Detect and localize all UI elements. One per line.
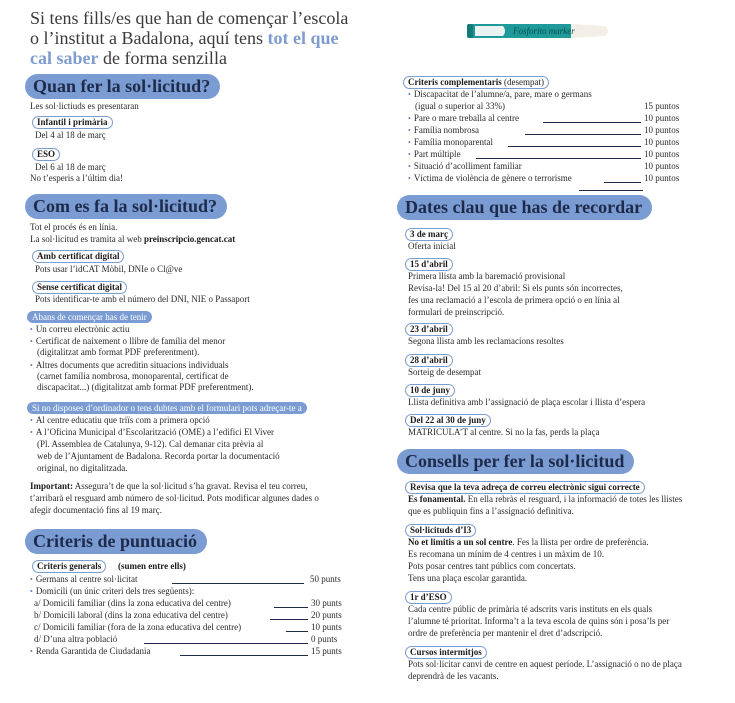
before-item-cont: (digitalitzat amb format PDF preferentment).: [37, 347, 200, 357]
intro-line-2: [30, 28, 370, 48]
date-text: formulari de preinscripció.: [408, 307, 505, 317]
pill-sense-certificat: Sense certificat digital: [32, 281, 127, 294]
intro-text: de forma senzilla: [98, 48, 227, 68]
criteria-row: [34, 634, 354, 645]
before-item-cont: (carnet família nombrosa, monoparental, certificat de: [37, 371, 229, 381]
complementary-label: • Situació d’acolliment familiar: [408, 161, 522, 172]
consell-text: Es recomana un mínim de 4 centres i un màxim de 10.: [408, 549, 604, 559]
pill-date: 15 d’abril: [405, 258, 453, 271]
criteria-row: [30, 586, 350, 597]
criteria-label: a/ Domicili familiar (dins la zona educativa del centre): [34, 598, 231, 608]
pill-complementaris: [403, 76, 549, 89]
intro-text: o l’institut a Badalona, aquí tens: [30, 28, 268, 48]
pill-abans: Abans de començar has de tenir: [27, 311, 152, 323]
date-text: Oferta inicial: [408, 241, 456, 251]
help-item-cont: (Pl. Assemblea de Catalunya, 9-12). Cal demanar cita prèvia al: [37, 439, 264, 449]
complementary-label: • Discapacitat de l’alumne/a, pare, mare o germans: [408, 89, 592, 100]
date-text: Segona llista amb les reclamacions resoltes: [408, 336, 564, 346]
complementary-points: 15 puntos: [644, 101, 680, 111]
pill-help: Si no disposes d’ordinador o tens dubtes amb el formulari pots adreçar-te a: [27, 402, 307, 414]
date-text: MATRICULA’T al centre. Si no la fas, perds la plaça: [408, 427, 600, 437]
criteria-row: [34, 610, 354, 621]
consell-text: Pots sol·licitar canvi de centre en aquest període. L’assignació o no de plaça: [408, 659, 682, 669]
complementaris-label: Criteris complementaris: [408, 77, 502, 87]
leader-rule: [543, 122, 641, 123]
complementary-row: [408, 161, 728, 172]
pill-consell: Sol·licituds d’I3: [405, 524, 476, 537]
criteria-row: [30, 646, 350, 657]
before-item-cont: discapacitat...) (digitalitzat amb format PDF preferentment).: [37, 382, 254, 392]
criteria-row: [34, 622, 354, 633]
criteria-row: [34, 598, 354, 609]
complementary-label-cont: (igual o superior al 33%): [415, 101, 505, 111]
pill-consell: 1r d’ESO: [405, 591, 452, 604]
criteria-label: d/ D’una altra població: [34, 634, 118, 644]
leader-rule: [144, 643, 308, 644]
com-sense-certificat-text: Pots identificar-te amb el número del DNI, NIE o Passaport: [35, 294, 250, 304]
complementary-points: 10 puntos: [644, 125, 680, 135]
quan-eso-dates: Del 6 al 18 de març: [35, 162, 106, 172]
consell-text: ordre de preferència per mantenir el dret d’adscripció.: [408, 628, 603, 638]
complementary-row: [408, 173, 728, 184]
complementary-points: 10 puntos: [644, 113, 680, 123]
important-line-2: t’arribarà el resguard amb número de sol·licitud. Pots modificar algunes dades o: [30, 493, 319, 503]
important-text: Assegura’t de que la sol·licitud s’ha gravat. Revisa el teu correu,: [73, 481, 308, 491]
pen-end: [467, 24, 473, 38]
consell-text: Cada centre públic de primària té adscrits varis instituts en els quals: [408, 604, 653, 614]
before-item: • Altres documents que acreditin situacions individuals: [30, 360, 229, 371]
date-text: Llista definitiva amb l’assignació de plaça escolar i llista d’espera: [408, 397, 646, 407]
com-line-2: [30, 234, 235, 245]
intro-highlight: cal saber: [30, 48, 99, 68]
criteria-row: [30, 574, 350, 585]
complementary-row: [408, 113, 728, 124]
complementary-row: [408, 89, 728, 100]
pill-date: 3 de març: [405, 228, 453, 241]
before-item: • Un correu electrònic actiu: [30, 324, 130, 335]
com-amb-certificat-text: Pots usar l’idCAT Mòbil, DNIe o Cl@ve: [35, 264, 183, 274]
pill-criteris-generals: Criteris generals: [32, 560, 106, 573]
pill-date: Del 22 al 30 de juny: [405, 414, 491, 427]
complementary-row: [408, 137, 728, 148]
consell-text: que es publiquin fins a l’assignació definitiva.: [408, 506, 574, 516]
criteria-label: c/ Domicili familiar (fora de la zona educativa del centre): [34, 622, 242, 632]
leader-rule: [274, 607, 308, 608]
criteria-points: 30 punts: [311, 598, 342, 608]
criteria-points: 10 punts: [311, 622, 342, 632]
complementary-label: • Família monoparental: [408, 137, 493, 148]
leader-rule: [525, 134, 641, 135]
intro-heading: [30, 8, 370, 68]
consell-bold: No et limitis a un sol centre: [408, 537, 513, 547]
help-item-cont: web de l’Ajuntament de Badalona. Recorda portar la documentació: [37, 451, 280, 461]
criteria-label: • Domicili (un únic criteri dels tres següents):: [30, 586, 194, 597]
decorative-rule: [579, 190, 643, 191]
criteria-points: 50 punts: [310, 574, 341, 584]
leader-rule: [172, 583, 304, 584]
pill-infantil: Infantil i primària: [32, 116, 113, 129]
com-line-2-text: La sol·licitud es tramita al web: [30, 234, 144, 244]
quan-infantil-dates: Del 4 al 18 de març: [35, 130, 106, 140]
leader-rule: [270, 619, 308, 620]
consell-text: [408, 494, 682, 505]
important-label: Important:: [30, 481, 73, 491]
complementary-label: • Víctima de violència de gènere o terrorisme: [408, 173, 572, 184]
pill-date: 10 de juny: [405, 384, 455, 397]
section-title-criteris: Criteris de puntuació: [25, 529, 207, 554]
criteris-generals-note: (sumen entre ells): [118, 561, 186, 571]
criteria-points: 0 punts: [311, 634, 338, 644]
pill-date: 23 d’abril: [405, 323, 453, 336]
help-item: • A l’Oficina Municipal d’Escolarització (OME) a l’edifici El Viver: [30, 427, 274, 438]
section-title-com: Com es fa la sol·licitud?: [25, 194, 227, 219]
complementary-row: [408, 125, 728, 136]
pill-eso: ESO: [32, 148, 60, 161]
complementary-points: 10 puntos: [644, 161, 680, 171]
pen-label: Fosforito marker: [513, 26, 575, 36]
leader-rule: [476, 158, 641, 159]
date-text: Sorteig de desempat: [408, 367, 481, 377]
complementary-points: 10 puntos: [644, 137, 680, 147]
leader-rule: [180, 655, 308, 656]
quan-note: No t’esperis a l’últim dia!: [30, 173, 123, 183]
criteria-points: 15 punts: [311, 646, 342, 656]
important-line-3: afegir documentació fins al 19 març.: [30, 505, 162, 515]
leader-rule: [604, 182, 641, 183]
date-text: Primera llista amb la baremació provisional: [408, 271, 566, 281]
help-item-cont: original, no digitalitzada.: [37, 463, 128, 473]
criteria-points: 20 punts: [311, 610, 342, 620]
quan-intro: Les sol·lictiuds es presentaran: [30, 101, 139, 111]
complementary-points: 10 puntos: [644, 173, 680, 183]
important-line-1: [30, 481, 308, 492]
consell-text: Tens una plaça escolar garantida.: [408, 573, 528, 583]
complementary-row: [415, 101, 730, 112]
complementary-label: • Família nombrosa: [408, 125, 479, 136]
consell-text: Pots posar centres tant públics com concertats.: [408, 561, 576, 571]
date-text: fes una reclamació a l’escola de primera opció o en línia al: [408, 295, 620, 305]
section-title-consells: Consells per fer la sol·licitud: [397, 449, 634, 474]
consell-text: deprendrà de les vacants.: [408, 671, 499, 681]
help-item: • Al centre educatiu que triïs com a primera opció: [30, 415, 210, 426]
leader-rule: [286, 631, 308, 632]
pen-cap: [571, 24, 608, 38]
complementary-label: • Part múltiple: [408, 149, 461, 160]
before-item: • Certificat de naixement o llibre de família del menor: [30, 336, 225, 347]
pill-consell: Revisa que la teva adreça de correu electrònic sigui correcte: [405, 481, 645, 494]
criteria-label: b/ Domicili laboral (dins la zona educativa del centre): [34, 610, 228, 620]
pill-amb-certificat: Amb certificat digital: [32, 250, 124, 263]
consell-line: . Fes la llista per ordre de preferència.: [512, 537, 649, 547]
intro-line-1: Si tens fills/es que han de començar l’escola: [30, 8, 349, 28]
pill-date: 28 d’abril: [405, 354, 453, 367]
section-title-dates: Dates clau que has de recordar: [397, 195, 652, 220]
complementary-row: [408, 149, 728, 160]
consell-text: [408, 537, 649, 548]
section-title-quan: Quan fer la sol·licitud?: [25, 74, 220, 99]
complementary-label: • Pare o mare treballa al centre: [408, 113, 519, 124]
consell-text: l’alumne té prioritat. Informa’t a la teva escola de quins són i posa’ls per: [408, 616, 670, 626]
complementary-points: 10 puntos: [644, 149, 680, 159]
web-link[interactable]: preinscripcio.gencat.cat: [143, 234, 236, 244]
consell-bold: Es fonamental.: [408, 494, 466, 504]
intro-line-3: [30, 48, 370, 68]
complementaris-note: (desempat): [503, 77, 544, 87]
leader-rule: [508, 146, 641, 147]
com-line-1: Tot el procés és en línia.: [30, 222, 118, 232]
criteria-label: • Germans al centre sol·licitat: [30, 574, 138, 585]
date-text: Revisa-la! Del 15 al 20 d’abril: Si els punts són incorrectes,: [408, 283, 623, 293]
consell-line: En ella rebràs el resguard, i la informació de totes les llistes: [465, 494, 683, 504]
pen-clip: [475, 26, 505, 36]
criteria-label: • Renda Garantida de Ciudadania: [30, 646, 151, 657]
highlighter-pen: [465, 22, 615, 40]
intro-highlight: tot el que: [267, 28, 339, 48]
pill-consell: Cursos intermitjos: [405, 646, 487, 659]
